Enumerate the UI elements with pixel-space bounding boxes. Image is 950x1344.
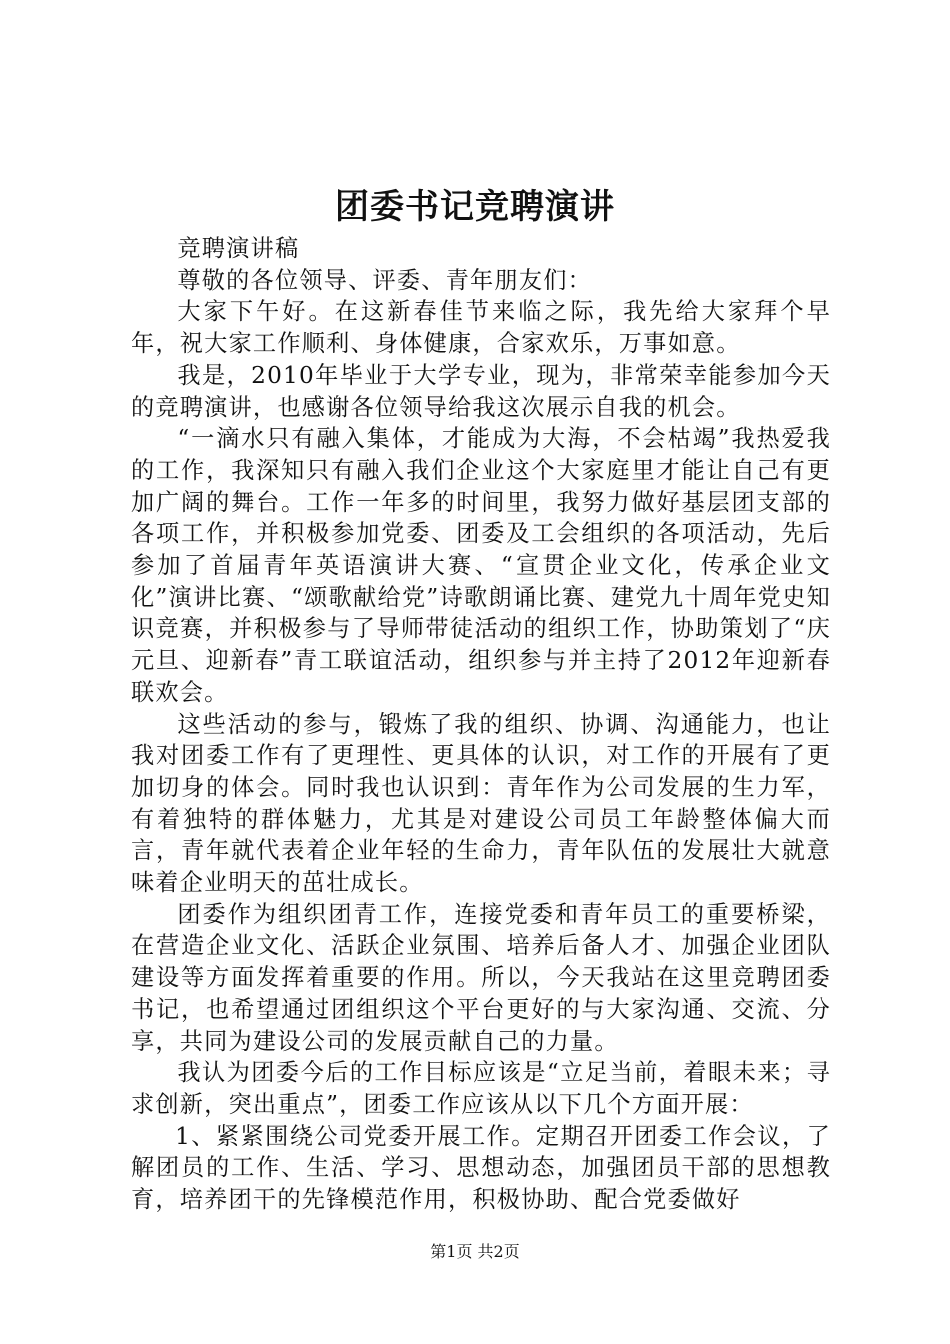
paragraph-introduction: 我是，2010年毕业于大学专业，现为，非常荣幸能参加今天的竞聘演讲，也感谢各位领导给我这次展示自我的机会。 [131,361,831,421]
paragraph-goals: 我认为团委今后的工作目标应该是“立足当前，着眼未来；寻求创新，突出重点”，团委工作应该从以下几个方面开展： [131,1059,831,1118]
paragraph-experience: “一滴水只有融入集体，才能成为大海，不会枯竭”我热爱我的工作，我深知只有融入我们企业这个大家庭里才能让自己有更加广阔的舞台。工作一年多的时间里，我努力做好基层团支部的各项工作，并积极参加党委、团委及工会组织的各项活动，先后参加了首届青年英语演讲大赛、“宣贯企业文化，传承企业文化”演讲比赛、“颂歌献给党”诗歌朗诵比赛、建党九十周年党史知识竞赛，并积极参与了导师带徒活动的组织工作，协助策划了“庆元旦、迎新春”青工联谊活动，组织参与并主持了2012年迎新春联欢会。 [131,425,831,706]
paragraph-greeting: 大家下午好。在这新春佳节来临之际，我先给大家拜个早年，祝大家工作顺利、身体健康，合家欢乐，万事如意。 [131,298,831,358]
document-body [131,233,831,1216]
paragraph-salutation: 尊敬的各位领导、评委、青年朋友们： [177,266,592,294]
page-footer: 第1页 共2页 [430,1242,520,1261]
paragraph-motivation: 团委作为组织团青工作，连接党委和青年员工的重要桥梁，在营造企业文化、活跃企业氛围、培养后备人才、加强企业团队建设等方面发挥着重要的作用。所以，今天我站在这里竞聘团委书记，也希望通过团组织这个平台更好的与大家沟通、交流、分享，共同为建设公司的发展贡献自己的力量。 [131,900,831,1055]
document-title: 团委书记竞聘演讲 [335,187,615,227]
paragraph-subtitle: 竞聘演讲稿 [177,235,300,262]
paragraph-item-1: 1、紧紧围绕公司党委开展工作。定期召开团委工作会议，了解团员的工作、生活、学习、思想动态，加强团员干部的思想教育，培养团干的先锋模范作用，积极协助、配合党委做好 [131,1122,831,1214]
paragraph-reflection: 这些活动的参与，锻炼了我的组织、协调、沟通能力，也让我对团委工作有了更理性、更具体的认识，对工作的开展有了更加切身的体会。同时我也认识到：青年作为公司发展的生力军，有着独特的群体魅力，尤其是对建设公司员工年龄整体偏大而言，青年就代表着企业年轻的生命力，青年队伍的发展壮大就意味着企业明天的茁壮成长。 [131,710,831,897]
